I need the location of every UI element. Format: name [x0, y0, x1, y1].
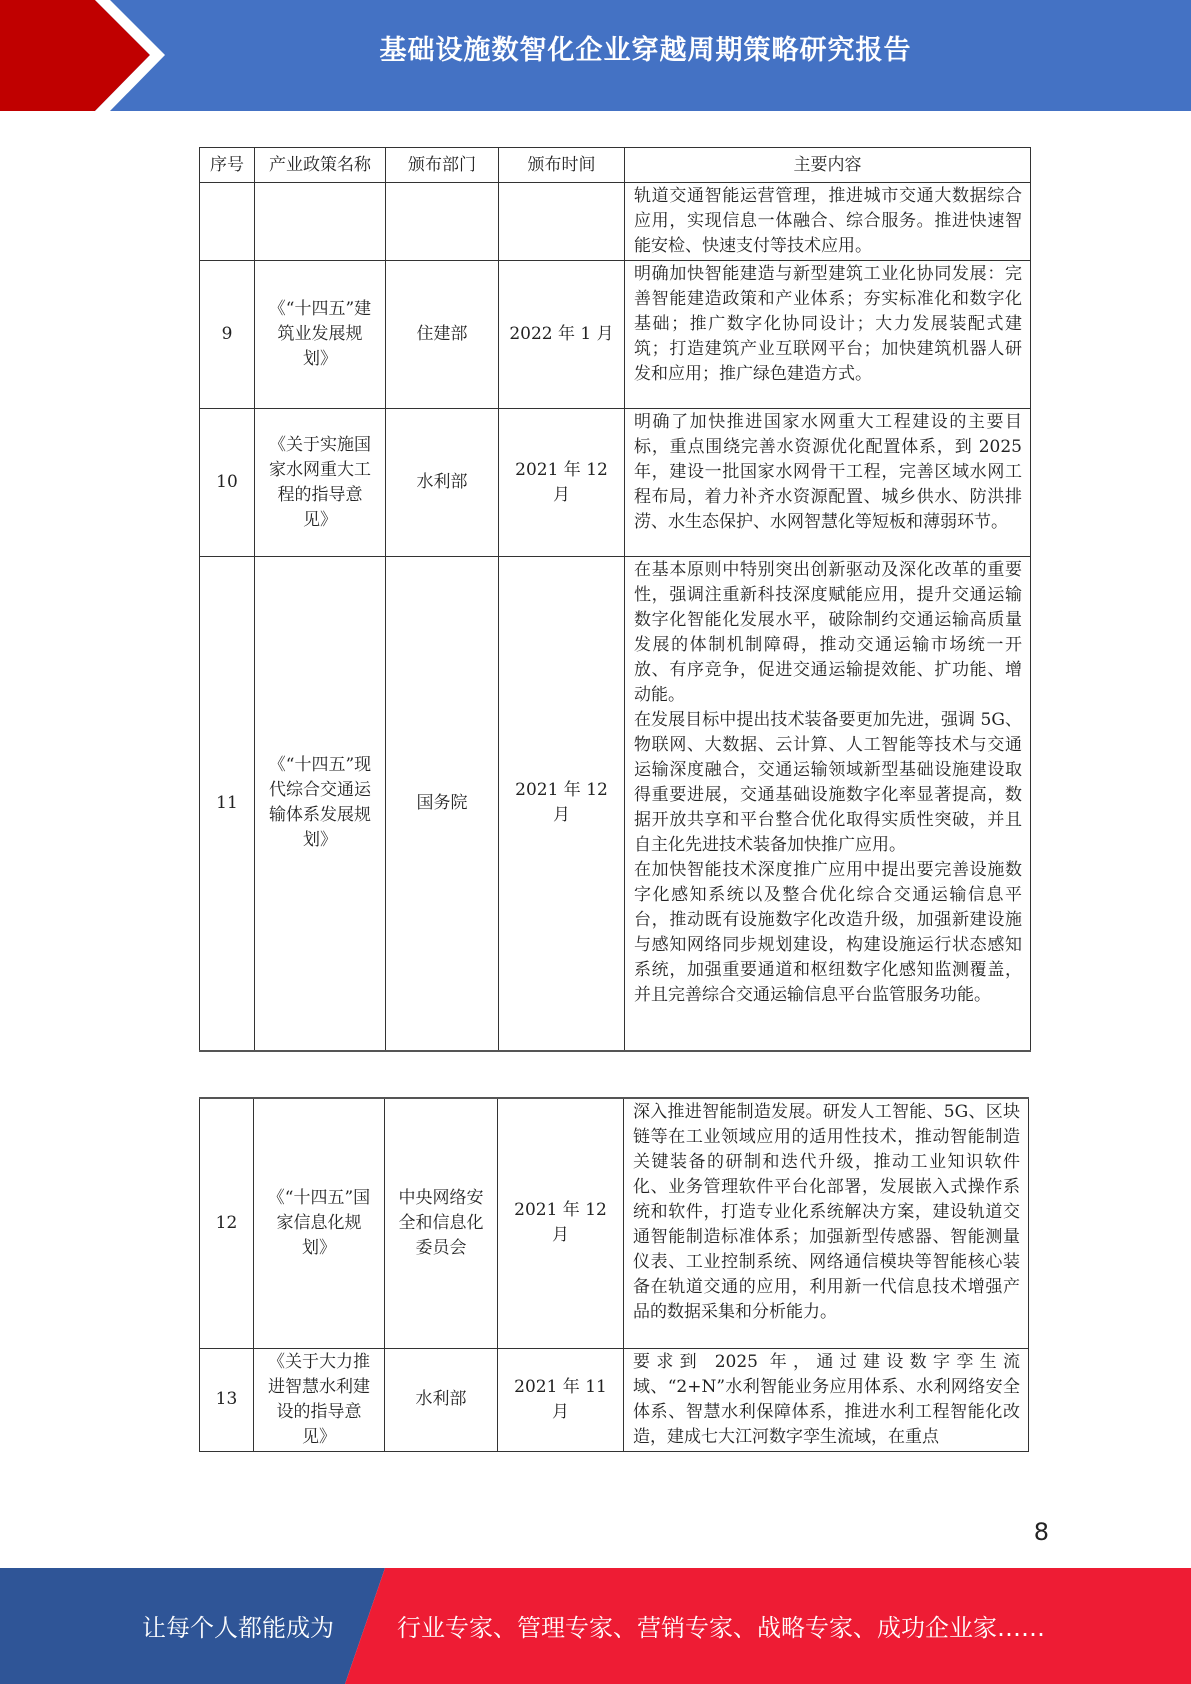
content-paragraph: 在发展目标中提出技术装备要更加先进，强调 5G、物联网、大数据、云计算、人工智能等技术与交通运输深度融合，交通运输领域新型基础设施建设取得重要进展，交通基础设施数字化率显著提高，数据开放共享和平台整合优化取得实质性突破，并且自主化先进技术装备加快推广应用。	[634, 710, 1022, 855]
footer-slogan-left: 让每个人都能成为	[142, 1614, 334, 1642]
table-row	[200, 1098, 1029, 1348]
cell-content	[625, 409, 1031, 557]
cell-policy-name: 《关于大力推进智慧水利建设的指导意见》	[254, 1348, 385, 1451]
cell-department: 中央网络安全和信息化委员会	[385, 1098, 498, 1348]
cell-number: 12	[200, 1098, 254, 1348]
content-paragraph: 深入推进智能制造发展。研发人工智能、5G、区块链等在工业领域应用的适用性技术，推动智能制造关键装备的研制和迭代升级，推动工业知识软件化、业务管理软件平台化部署，发展嵌入式操作系统和软件，打造专业化系统解决方案，建设轨道交通智能制造标准体系；加强新型传感器、智能测量仪表、工业控制系统、网络通信模块等智能核心装备在轨道交通的应用，利用新一代信息技术增强产品的数据采集和分析能力。	[633, 1102, 1020, 1322]
header-department: 颁布部门	[386, 148, 499, 183]
cell-policy-name: 《“十四五”现代综合交通运输体系发展规划》	[255, 557, 386, 1051]
cell-content	[625, 557, 1031, 1051]
cell-policy-name: 《关于实施国家水网重大工程的指导意见》	[255, 409, 386, 557]
footer-slogan-right: 行业专家、管理专家、营销专家、战略专家、成功企业家……	[397, 1614, 1045, 1642]
page-header	[0, 0, 1191, 111]
cell-policy-name: 《“十四五”国家信息化规划》	[254, 1098, 385, 1348]
cell-department: 国务院	[386, 557, 499, 1051]
report-title: 基础设施数智化企业穿越周期策略研究报告	[379, 35, 912, 66]
header-content: 主要内容	[625, 148, 1031, 183]
header-date: 颁布时间	[499, 148, 625, 183]
table-row	[200, 409, 1031, 557]
content-paragraph: 明确加快智能建造与新型建筑工业化协同发展：完善智能建造政策和产业体系；夯实标准化和数字化基础；推广数字化协同设计；大力发展装配式建筑；打造建筑产业互联网平台；加快建筑机器人研发和应用；推广绿色建造方式。	[634, 264, 1022, 384]
cell-date	[499, 183, 625, 261]
table-row	[200, 557, 1031, 1051]
cell-date: 2021 年 12 月	[499, 557, 625, 1051]
cell-content	[625, 261, 1031, 409]
cell-content	[624, 1348, 1029, 1451]
table-body-part2	[200, 1098, 1029, 1451]
cell-content	[624, 1098, 1029, 1348]
table-body-part1	[200, 183, 1031, 1051]
cell-content	[625, 183, 1031, 261]
cell-number: 10	[200, 409, 255, 557]
content-paragraph: 要求到 2025 年，通过建设数字孪生流域、“2+N”水利智能业务应用体系、水利网络安全体系、智慧水利保障体系，推进水利工程智能化改造，建成七大江河数字孪生流域，在重点	[633, 1351, 1020, 1447]
cell-number: 11	[200, 557, 255, 1051]
content-paragraph: 轨道交通智能运营管理，推进城市交通大数据综合应用，实现信息一体融合、综合服务。推进快速智能安检、快速支付等技术应用。	[634, 186, 1022, 256]
content-paragraph: 明确了加快推进国家水网重大工程建设的主要目标，重点围绕完善水资源优化配置体系，到 2025 年，建设一批国家水网骨干工程，完善区域水网工程布局，着力补齐水资源配置、城乡供水、防洪排涝、水生态保护、水网智慧化等短板和薄弱环节。	[634, 412, 1022, 532]
content-paragraph: 在加快智能技术深度推广应用中提出要完善设施数字化感知系统以及整合优化综合交通运输信息平台，推动既有设施数字化改造升级，加强新建设施与感知网络同步规划建设，构建设施运行状态感知系统，加强重要通道和枢纽数字化感知监测覆盖，并且完善综合交通运输信息平台监管服务功能。	[634, 860, 1022, 1005]
table-row	[200, 1348, 1029, 1451]
cell-department: 水利部	[386, 409, 499, 557]
cell-date: 2021 年 12 月	[498, 1098, 624, 1348]
policy-table-part1	[199, 147, 1031, 1052]
policy-table-part2	[199, 1097, 1029, 1452]
cell-number: 9	[200, 261, 255, 409]
page-number: 8	[1033, 1518, 1049, 1546]
cell-number: 13	[200, 1348, 254, 1451]
header-no: 序号	[200, 148, 255, 183]
table-row	[200, 183, 1031, 261]
cell-department: 水利部	[385, 1348, 498, 1451]
table-header-row	[200, 148, 1031, 183]
cell-department	[386, 183, 499, 261]
cell-date: 2021 年 12 月	[499, 409, 625, 557]
header-policy-name: 产业政策名称	[255, 148, 386, 183]
cell-date: 2021 年 11 月	[498, 1348, 624, 1451]
content-paragraph: 在基本原则中特别突出创新驱动及深化改革的重要性，强调注重新科技深度赋能应用，提升交通运输数字化智能化发展水平，破除制约交通运输高质量发展的体制机制障碍，推动交通运输市场统一开放、有序竞争，促进交通运输提效能、扩功能、增动能。	[634, 560, 1022, 705]
page-footer	[0, 1568, 1191, 1684]
cell-number	[200, 183, 255, 261]
cell-policy-name: 《“十四五”建筑业发展规划》	[255, 261, 386, 409]
table-row	[200, 261, 1031, 409]
cell-policy-name	[255, 183, 386, 261]
cell-department: 住建部	[386, 261, 499, 409]
cell-date: 2022 年 1 月	[499, 261, 625, 409]
